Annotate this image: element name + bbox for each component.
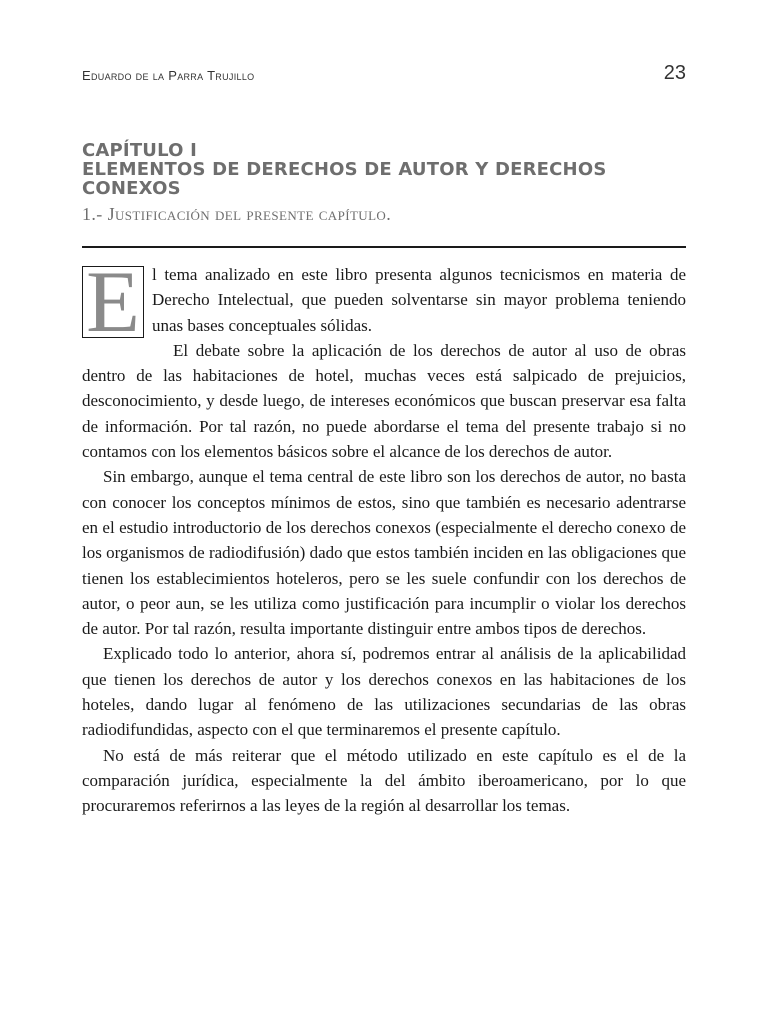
drop-cap-letter: E — [86, 254, 140, 351]
section-divider — [82, 246, 686, 248]
paragraph-1 — [82, 254, 686, 351]
drop-cap-box — [82, 254, 144, 351]
chapter-heading — [82, 141, 686, 225]
paragraph-1-text: l tema analizado en este libro presenta algunos tecnicismos en materia de Derecho Intelectual, que pueden solventarse sin mayor problema teniendo unas bases conceptuales sólidas. — [152, 265, 686, 335]
chapter-title-line-1: ELEMENTOS DE DERECHOS DE AUTOR Y DERECHOS — [82, 159, 607, 180]
paragraph-5: No está de más reiterar que el método utilizado en este capítulo es el de la comparación jurídica, especialmente la del ámbito iberoamericano, por lo que procuraremos referirnos a las leyes de la región al desarrollar los temas. — [82, 745, 686, 816]
running-header — [82, 62, 686, 90]
chapter-label: CAPÍTULO I — [82, 140, 198, 161]
author-name: Eduardo de la Parra Trujillo — [82, 68, 255, 83]
chapter-title-line-2: CONEXOS — [82, 178, 181, 199]
section-title: 1.- Justificación del presente capítulo. — [82, 204, 392, 224]
paragraph-3: Sin embargo, aunque el tema central de este libro son los derechos de autor, no basta con conocer los conceptos mínimos de estos, sino que también es necesario adentrarse en el estudio introductorio de los derechos conexos (especialmente el derecho conexo de los organismos de radiodifusión) dado que estos también inciden en las obligaciones que tienen los establecimientos hoteleros, pero se les suele confundir con los derechos de autor, o peor aun, se les utiliza como justificación para incumplir o violar los derechos de autor. Por tal razón, resulta importante distinguir entre ambos tipos de derechos. — [82, 467, 686, 639]
body-text — [82, 254, 686, 819]
paragraph-2: El debate sobre la aplicación de los derechos de autor al uso de obras dentro de las habitaciones de hotel, muchas veces está salpicado de prejuicios, desconocimiento, y desde luego, de intereses económicos que buscan preservar esa falta de información. Por tal razón, no puede abordarse el tema del presente trabajo si no contamos con los elementos básicos sobre el alcance de los derechos de autor. — [82, 340, 686, 462]
paragraph-4: Explicado todo lo anterior, ahora sí, podremos entrar al análisis de la aplicabilidad que tienen los derechos de autor y los derechos conexos en las habitaciones de los hoteles, dando lugar al fenómeno de las utilizaciones secundarias de las obras radiodifundidas, aspecto con el que terminaremos el presente capítulo. — [82, 644, 686, 740]
page-number: 23 — [663, 62, 686, 84]
